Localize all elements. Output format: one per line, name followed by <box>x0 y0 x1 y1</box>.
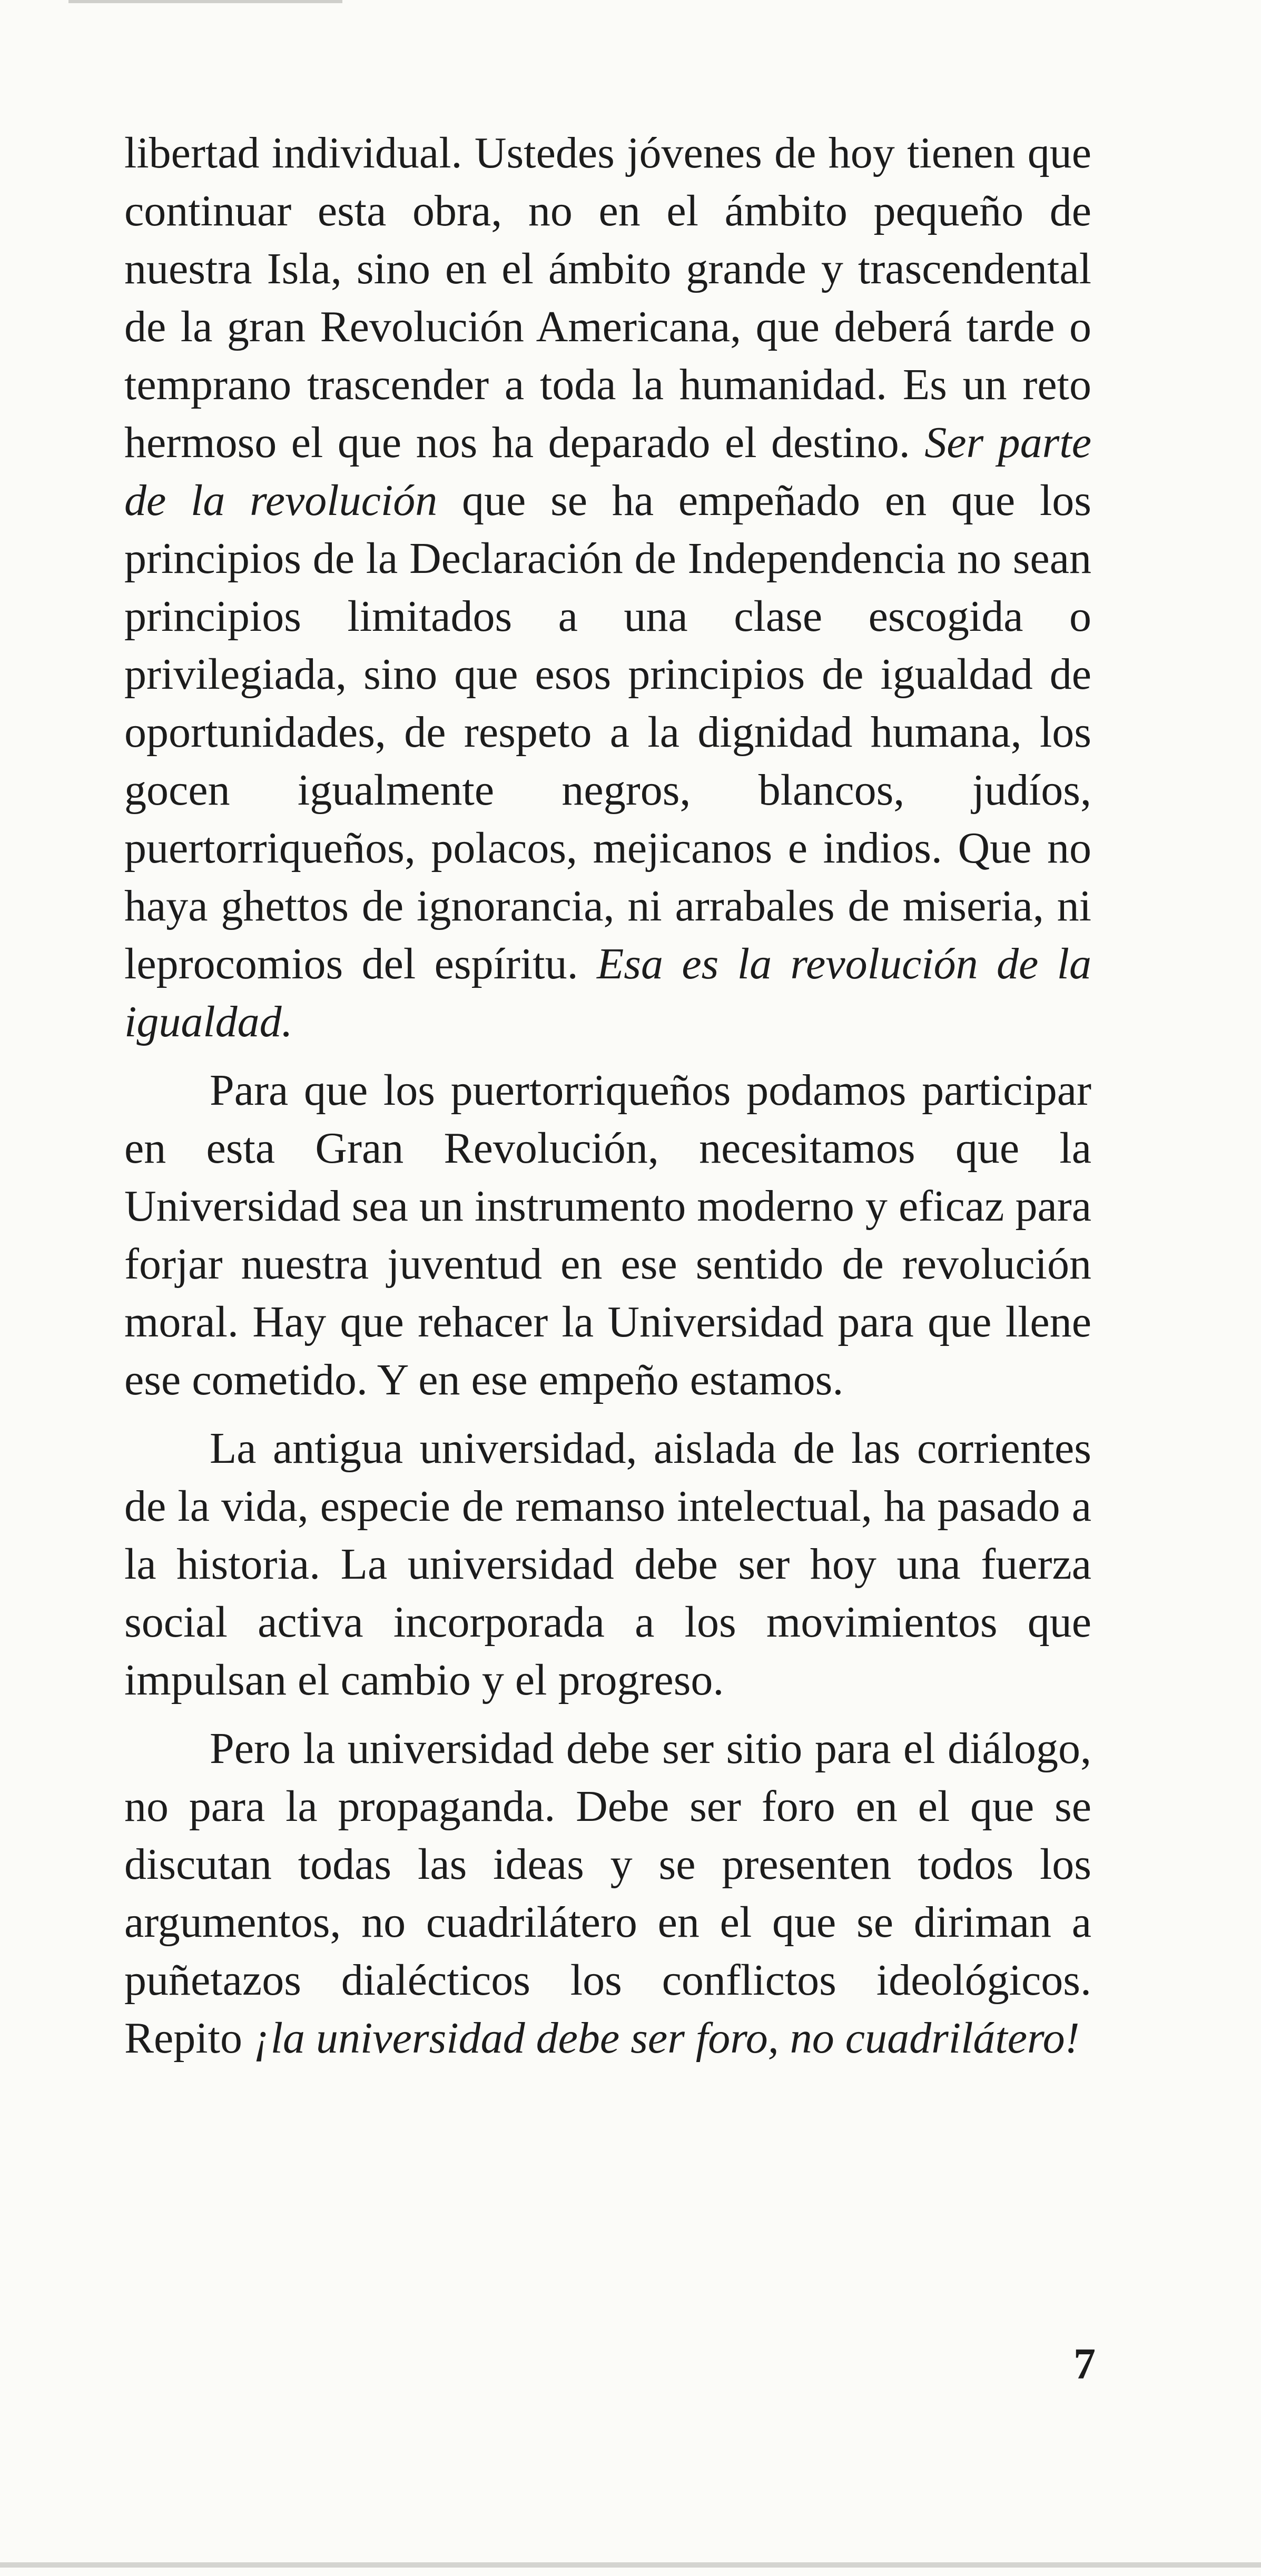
text-segment: La antigua universidad, aislada de las corrientes de la vida, especie de remanso intelectual, ha pasado a la historia. La universidad debe ser hoy una fuerza social activa incorporada a los movimientos que impulsan el cambio y el progreso. <box>124 1424 1091 1705</box>
paragraph-1 <box>124 124 1091 1051</box>
text-segment: Pero la universidad debe ser sitio para el diálogo, no para la propaganda. Debe ser foro en el que se discutan todas las ideas y se presenten todos los argumentos, no cuadrilátero en el que se diriman a puñetazos dialécticos los conflictos ideológicos. Repito <box>124 1724 1091 2063</box>
paragraph-4 <box>124 1720 1091 2067</box>
text-segment: libertad individual. Ustedes jóvenes de hoy tienen que continuar esta obra, no en el ámbito pequeño de nuestra Isla, sino en el ámbito grande y trascendental de la gran Revolución Americana, que deberá tarde o temprano trascender a toda la humanidad. Es un reto hermoso el que nos ha deparado el destino. <box>124 128 1091 467</box>
top-edge-mark <box>68 0 342 3</box>
text-segment: Para que los puertorriqueños podamos participar en esta Gran Revolución, necesitamos que la Universidad sea un instrumento moderno y eficaz para forjar nuestra juventud en ese sentido de revolución moral. Hay que rehacer la Universidad para que llene ese cometido. Y en ese empeño estamos. <box>124 1066 1091 1404</box>
italic-segment: Esa es la revolución de la igualdad. <box>124 939 1091 1046</box>
paragraph-3 <box>124 1420 1091 1709</box>
bottom-edge-mark <box>0 2562 1261 2568</box>
body-text <box>124 124 1091 2067</box>
italic-segment: Ser parte de la revolución <box>124 418 1091 525</box>
text-segment: que se ha empeñado en que los principios de la Declaración de Independencia no sean principios limitados a una clase escogida o privilegiada, sino que esos principios de igualdad de oportunidades, de respeto a la dignidad humana, los gocen igualmente negros, blancos, judíos, puertorriqueños, polacos, mejicanos e indios. Que no haya ghettos de ignorancia, ni arrabales de miseria, ni leprocomios del espíritu. <box>124 476 1091 988</box>
paragraph-2 <box>124 1062 1091 1409</box>
italic-segment: ¡la universidad debe ser foro, no cuadrilátero! <box>253 2014 1080 2063</box>
page-number: 7 <box>1073 2340 1096 2389</box>
